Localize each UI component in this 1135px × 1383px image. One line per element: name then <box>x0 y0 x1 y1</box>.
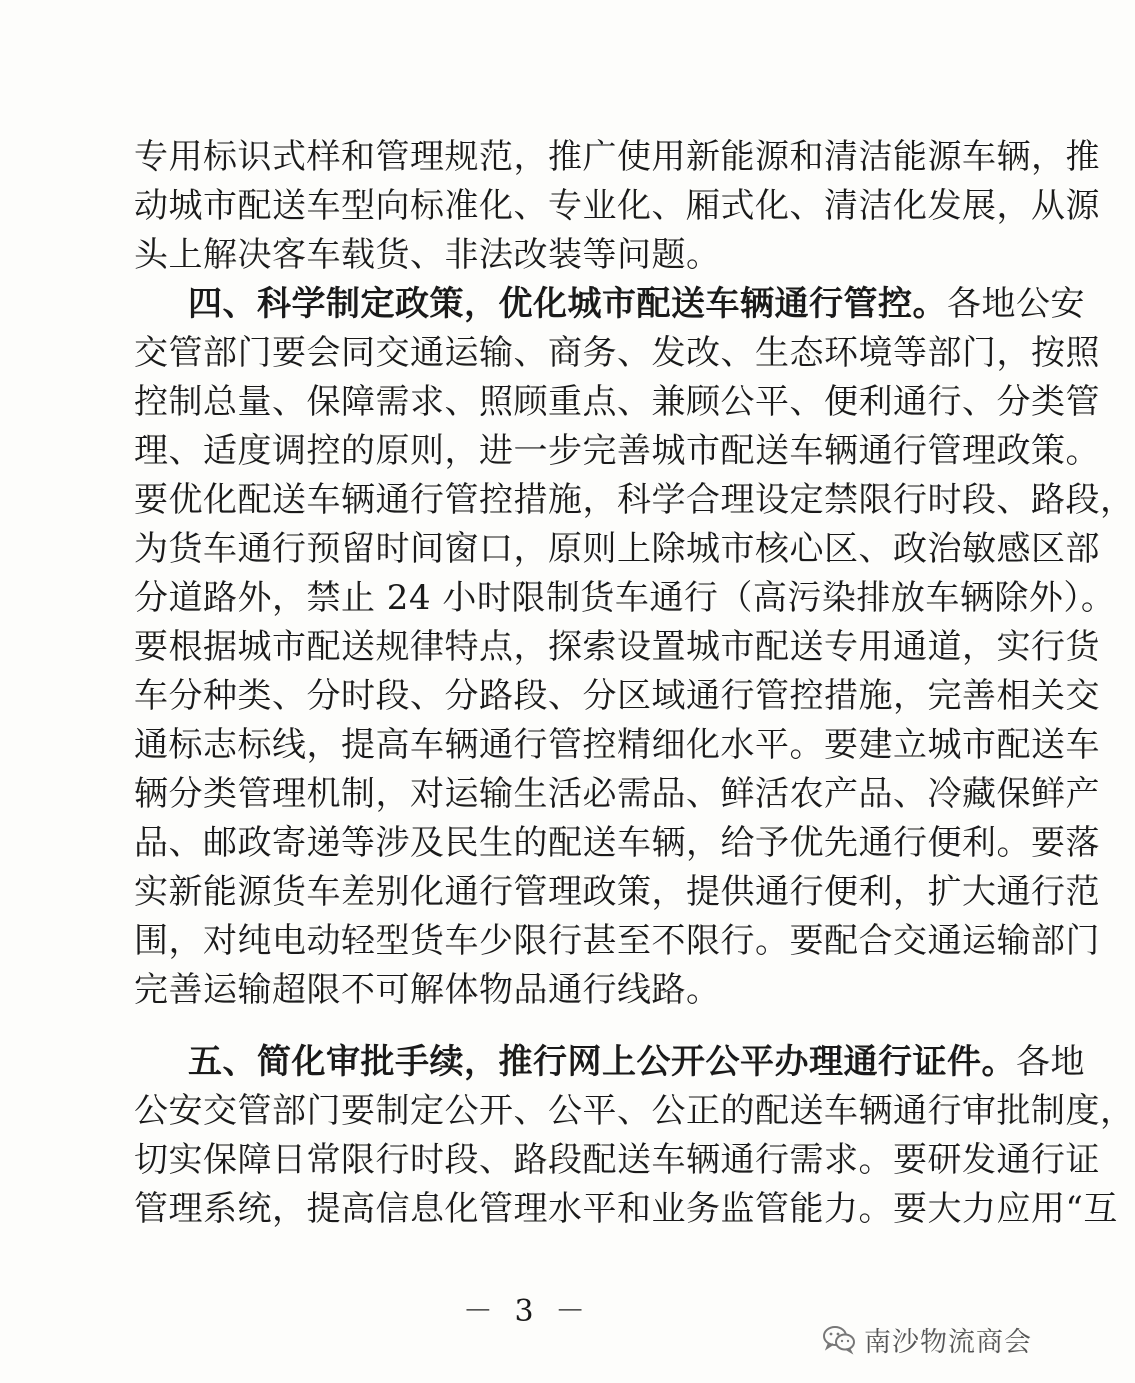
text-line <box>134 672 1100 720</box>
line-text: 分道路外，禁止 24 小时限制货车通行（高污染排放车辆除外）。 <box>134 578 1116 618</box>
watermark-text: 南沙物流商会 <box>864 1326 1032 1357</box>
line-text: 品、邮政寄递等涉及民生的配送车辆，给予优先通行便利。要落 <box>134 823 1100 863</box>
line-text: 各地公安 <box>947 284 1085 324</box>
text-line <box>134 623 1100 671</box>
line-text: 完善运输超限不可解体物品通行线路。 <box>134 970 721 1010</box>
line-text: 各地 <box>1016 1042 1085 1082</box>
line-text: 交管部门要会同交通运输、商务、发改、生态环境等部门，按照 <box>134 333 1100 373</box>
text-line <box>134 966 934 1014</box>
line-text: 控制总量、保障需求、照顾重点、兼顾公平、便利通行、分类管 <box>134 382 1100 422</box>
watermark <box>822 1319 1032 1359</box>
section-heading: 五、简化审批手续，推行网上公开公平办理通行证件。 <box>188 1042 1016 1082</box>
section-heading: 四、科学制定政策，优化城市配送车辆通行管控。 <box>188 284 947 324</box>
line-text: 切实保障日常限行时段、路段配送车辆通行需求。要研发通行证 <box>134 1140 1100 1180</box>
line-text: 头上解决客车载货、非法改装等问题。 <box>134 235 721 275</box>
line-text: 要优化配送车辆通行管控措施，科学合理设定禁限行时段、路段， <box>134 480 1135 520</box>
page-number: － 3 － <box>462 1294 592 1329</box>
text-line <box>134 231 934 279</box>
text-line <box>134 476 1135 524</box>
text-line <box>134 329 1100 377</box>
text-line <box>134 574 1116 622</box>
text-line <box>134 1185 1118 1233</box>
line-text: 为货车通行预留时间窗口，原则上除城市核心区、政治敏感区部 <box>134 529 1100 569</box>
line-text: 专用标识式样和管理规范，推广使用新能源和清洁能源车辆，推 <box>134 137 1100 177</box>
line-text: 围，对纯电动轻型货车少限行甚至不限行。要配合交通运输部门 <box>134 921 1100 961</box>
line-text: 实新能源货车差别化通行管理政策，提供通行便利，扩大通行范 <box>134 872 1100 912</box>
section-heading-line <box>188 1038 1085 1086</box>
line-text: 管理系统，提高信息化管理水平和业务监管能力。要大力应用“互 <box>134 1189 1118 1229</box>
text-line <box>134 427 1100 475</box>
line-text: 要根据城市配送规律特点，探索设置城市配送专用通道，实行货 <box>134 627 1100 667</box>
line-text: 辆分类管理机制，对运输生活必需品、鲜活农产品、冷藏保鲜产 <box>134 774 1100 814</box>
section-heading-line <box>188 280 1085 328</box>
text-line <box>134 525 1100 573</box>
text-line <box>134 1087 1135 1135</box>
wechat-icon <box>822 1325 856 1353</box>
text-line <box>134 133 1100 181</box>
text-line <box>134 378 1100 426</box>
text-line <box>134 770 1100 818</box>
line-text: 公安交管部门要制定公开、公平、公正的配送车辆通行审批制度， <box>134 1091 1135 1131</box>
line-text: 通标志标线，提高车辆通行管控精细化水平。要建立城市配送车 <box>134 725 1100 765</box>
text-line <box>134 721 1100 769</box>
text-line <box>134 1136 1100 1184</box>
text-line <box>134 868 1100 916</box>
line-text: 理、适度调控的原则，进一步完善城市配送车辆通行管理政策。 <box>134 431 1100 471</box>
text-line <box>134 182 1100 230</box>
text-line <box>134 819 1100 867</box>
line-text: 动城市配送车型向标准化、专业化、厢式化、清洁化发展，从源 <box>134 186 1100 226</box>
line-text: 车分种类、分时段、分路段、分区域通行管控措施，完善相关交 <box>134 676 1100 716</box>
text-line <box>134 917 1100 965</box>
